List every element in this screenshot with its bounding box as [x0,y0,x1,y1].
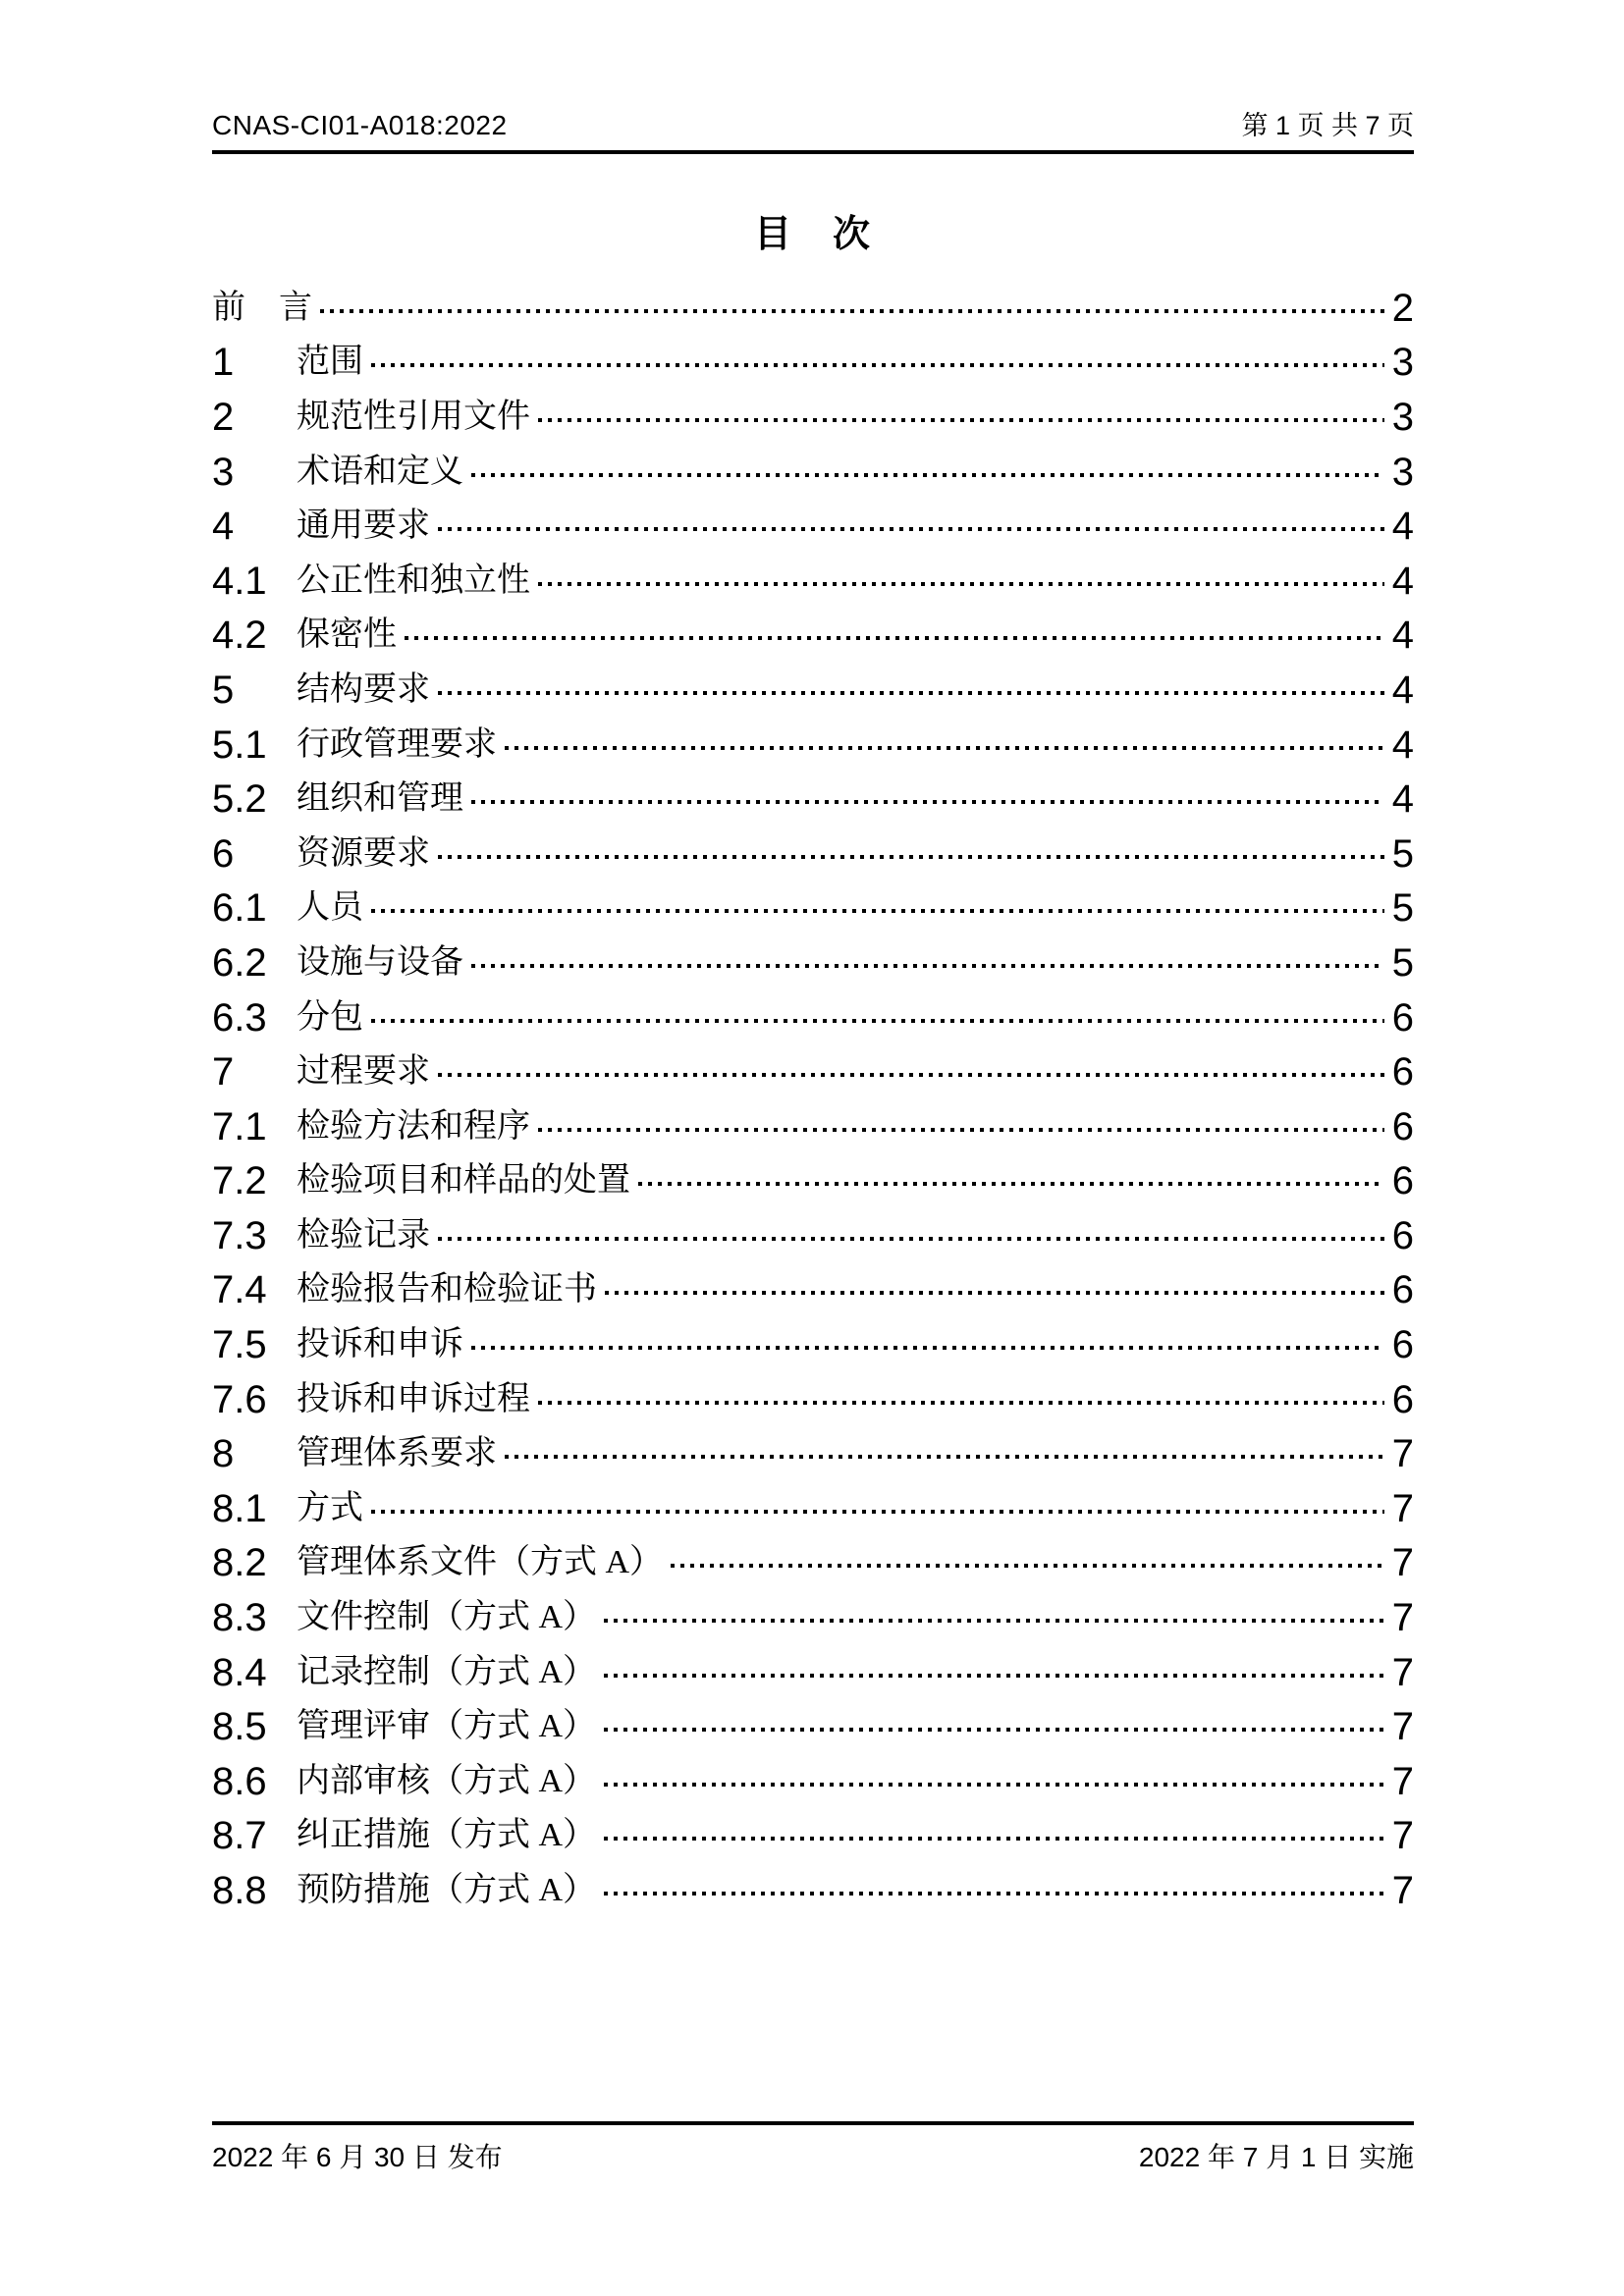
toc-entry-label: 文件控制（方式 A） [297,1599,597,1636]
implementation-date: 2022 年 7 月 1 日 实施 [1138,2142,1414,2172]
toc-entry-label: 检验方法和程序 [297,1107,530,1145]
toc-entry-label: 人员 [297,889,363,927]
toc-entry-page: 6 [1391,1159,1414,1203]
toc-entry-label: 组织和管理 [297,780,463,818]
toc-entry-number: 8.5 [212,1705,267,1749]
toc-entry-page: 4 [1391,505,1414,549]
toc-entry-page: 5 [1391,886,1414,931]
toc-entry-page: 7 [1391,1486,1414,1530]
toc-dot-leader [671,1564,1384,1568]
toc-entry [212,445,1414,500]
toc-entry-number: 2 [212,395,235,439]
toc-entry-page: 6 [1391,1268,1414,1312]
toc-entry-page: 6 [1391,1104,1414,1148]
toc-entry [212,663,1414,718]
toc-entry-page: 7 [1391,1541,1414,1585]
toc-entry-number: 8.7 [212,1814,267,1858]
toc-entry [212,390,1414,445]
toc-dot-leader [438,527,1384,531]
toc-entry [212,554,1414,609]
toc-entry-page: 7 [1391,1869,1414,1913]
toc-entry-page: 3 [1391,341,1414,385]
toc-entry-number: 8.8 [212,1869,267,1913]
toc-entry-label: 纠正措施（方式 A） [297,1817,597,1854]
toc-entry-page: 4 [1391,667,1414,712]
toc-entry [212,1645,1414,1700]
toc-entry [212,1754,1414,1809]
toc-entry-number: 4.1 [212,559,267,603]
toc-entry-number: 8.6 [212,1759,267,1803]
page-indicator: 第 1 页 共 7 页 [1241,111,1414,140]
toc-dot-leader [538,582,1384,586]
toc-entry-label: 内部审核（方式 A） [297,1762,597,1799]
toc-entry-page: 7 [1391,1432,1414,1476]
toc-entry-label: 管理体系要求 [297,1435,497,1472]
toc-entry [212,1699,1414,1754]
toc-dot-leader [505,746,1384,750]
toc-dot-leader [371,363,1384,367]
toc-entry-label: 方式 [297,1489,363,1526]
toc-dot-leader [438,855,1384,859]
toc-dot-leader [538,418,1384,422]
toc-entry-page: 2 [1391,286,1414,330]
toc-entry-page: 6 [1391,1323,1414,1367]
toc-entry-number: 8.3 [212,1596,267,1640]
toc-dot-leader [604,1783,1384,1787]
toc-entry-label: 检验记录 [297,1216,430,1254]
page-title: 目 次 [753,214,872,255]
toc-entry-number: 8.1 [212,1486,267,1530]
toc-entry-number: 6 [212,831,235,876]
toc-dot-leader [371,1019,1384,1023]
toc-entry-number: 7.2 [212,1159,267,1203]
toc-dot-leader [438,1073,1384,1077]
toc-entry-label: 管理体系文件（方式 A） [297,1544,664,1581]
table-of-contents [212,281,1414,1918]
toc-entry-number: 8 [212,1432,235,1476]
toc-entry-label: 行政管理要求 [297,725,497,763]
toc-entry-page: 6 [1391,995,1414,1040]
toc-entry [212,281,1414,336]
toc-entry-page: 4 [1391,614,1414,658]
toc-entry [212,336,1414,391]
toc-dot-leader [604,1892,1384,1896]
toc-entry-page: 7 [1391,1650,1414,1694]
toc-dot-leader [538,1401,1384,1405]
toc-entry [212,1863,1414,1918]
toc-entry-label: 结构要求 [297,670,430,708]
toc-dot-leader [471,964,1384,968]
toc-entry-label: 检验报告和检验证书 [297,1271,597,1308]
toc-entry [212,935,1414,990]
toc-entry-number: 4 [212,505,235,549]
toc-dot-leader [605,1291,1384,1295]
page-header [212,104,1414,142]
toc-entry-label: 通用要求 [297,507,430,545]
toc-entry-label: 规范性引用文件 [297,398,530,435]
toc-dot-leader [505,1455,1384,1459]
toc-entry-page: 6 [1391,1377,1414,1421]
toc-entry-number: 8.2 [212,1541,267,1585]
toc-entry-label: 过程要求 [297,1053,430,1091]
toc-entry [212,881,1414,936]
toc-entry [212,1481,1414,1536]
toc-entry [212,609,1414,664]
page-footer [212,2136,1414,2175]
toc-entry-number: 7.4 [212,1268,267,1312]
toc-dot-leader [604,1837,1384,1841]
toc-dot-leader [471,800,1384,804]
toc-entry-page: 4 [1391,559,1414,603]
toc-entry-label: 公正性和独立性 [297,561,530,599]
toc-dot-leader [638,1182,1384,1186]
toc-entry-page: 4 [1391,722,1414,767]
toc-dot-leader [438,1237,1384,1241]
toc-entry-label: 检验项目和样品的处置 [297,1162,630,1200]
toc-entry-page: 4 [1391,777,1414,822]
toc-entry [212,1317,1414,1372]
toc-entry [212,1263,1414,1318]
toc-dot-leader [604,1728,1384,1732]
toc-entry-number: 5.2 [212,777,267,822]
toc-entry-page: 7 [1391,1814,1414,1858]
footer-rule [212,2121,1414,2125]
toc-entry-label: 前 言 [212,289,312,326]
toc-entry-number: 7.1 [212,1104,267,1148]
toc-dot-leader [604,1674,1384,1678]
toc-entry-label: 记录控制（方式 A） [297,1653,597,1690]
toc-entry-page: 3 [1391,395,1414,439]
toc-dot-leader [405,636,1384,640]
toc-entry-label: 分包 [297,998,363,1036]
toc-dot-leader [438,691,1384,695]
toc-entry-label: 范围 [297,344,363,381]
toc-entry-label: 管理评审（方式 A） [297,1708,597,1745]
toc-entry-page: 7 [1391,1596,1414,1640]
toc-entry [212,1372,1414,1427]
toc-entry-number: 6.2 [212,940,267,985]
toc-entry [212,1208,1414,1263]
toc-entry-number: 7.3 [212,1213,267,1257]
toc-entry [212,1099,1414,1154]
toc-entry-number: 5 [212,667,235,712]
release-date: 2022 年 6 月 30 日 发布 [212,2142,503,2172]
toc-dot-leader [371,1510,1384,1514]
toc-entry-page: 3 [1391,450,1414,494]
toc-entry [212,1536,1414,1591]
toc-dot-leader [538,1128,1384,1132]
toc-entry [212,1809,1414,1864]
toc-entry-page: 5 [1391,831,1414,876]
toc-entry-number: 6.1 [212,886,267,931]
toc-dot-leader [604,1619,1384,1623]
toc-entry [212,1590,1414,1645]
toc-entry-number: 7 [212,1050,235,1095]
toc-entry-label: 术语和定义 [297,453,463,490]
document-code: CNAS-CI01-A018:2022 [212,110,508,140]
toc-entry [212,1154,1414,1209]
toc-entry [212,772,1414,827]
toc-entry-number: 1 [212,341,235,385]
toc-entry [212,1044,1414,1099]
toc-dot-leader [471,473,1384,477]
toc-entry-label: 资源要求 [297,834,430,872]
header-rule [212,150,1414,154]
toc-entry-number: 7.5 [212,1323,267,1367]
toc-entry-label: 设施与设备 [297,943,463,981]
toc-entry [212,718,1414,773]
toc-entry-page: 7 [1391,1759,1414,1803]
toc-entry-number: 7.6 [212,1377,267,1421]
toc-entry-page: 6 [1391,1213,1414,1257]
toc-entry-label: 投诉和申诉 [297,1326,463,1363]
toc-entry [212,1426,1414,1481]
toc-entry-label: 预防措施（方式 A） [297,1872,597,1909]
toc-entry-number: 8.4 [212,1650,267,1694]
toc-entry-label: 保密性 [297,616,397,654]
toc-entry-page: 7 [1391,1705,1414,1749]
toc-dot-leader [471,1346,1384,1350]
toc-entry-label: 投诉和申诉过程 [297,1380,530,1417]
toc-entry [212,990,1414,1045]
toc-entry-number: 6.3 [212,995,267,1040]
toc-entry-page: 6 [1391,1050,1414,1095]
toc-entry-number: 3 [212,450,235,494]
toc-dot-leader [320,309,1384,313]
toc-entry [212,499,1414,554]
toc-entry [212,827,1414,881]
toc-entry-number: 5.1 [212,722,267,767]
toc-entry-number: 4.2 [212,614,267,658]
toc-entry-page: 5 [1391,940,1414,985]
toc-dot-leader [371,909,1384,913]
